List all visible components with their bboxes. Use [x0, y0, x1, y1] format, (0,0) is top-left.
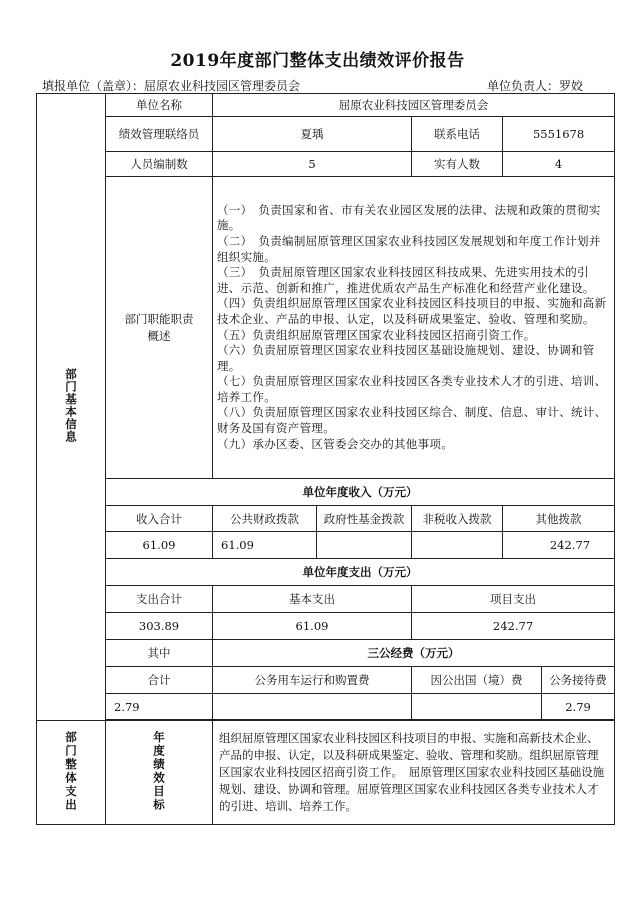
unit-name-value: 屈原农业科技园区管理委员会	[213, 94, 615, 117]
expense-heading: 单位年度支出（万元）	[106, 559, 615, 586]
goal-section: 部门整体支出	[37, 721, 106, 825]
expense-value: 242.77	[412, 613, 615, 640]
income-header: 公共财政拨款	[213, 506, 317, 532]
sangong-value: 2.79	[542, 694, 615, 720]
sangong-value	[412, 694, 542, 720]
sangong-heading: 三公经费（万元）	[213, 640, 615, 667]
duty-item: （二） 负责编制屈原管理区国家农业科技园区发展规划和年度工作计划并组织实施。	[217, 233, 601, 264]
income-header: 其他拨款	[503, 506, 615, 532]
among-label: 其中	[106, 640, 213, 667]
income-header: 收入合计	[106, 506, 213, 532]
income-value: 61.09	[213, 532, 317, 559]
actual-label: 实有人数	[412, 152, 503, 177]
income-header: 政府性基金拨款	[317, 506, 412, 532]
unit-name-label: 单位名称	[106, 94, 213, 117]
goal-label: 年度绩效目标	[106, 721, 213, 825]
expense-header: 基本支出	[213, 586, 412, 613]
report-title: 2019年度部门整体支出绩效评价报告	[170, 51, 465, 71]
contact-label: 绩效管理联络员	[106, 117, 213, 152]
goal-text: 组织屈原管理区国家农业科技园区科技项目的申报、实施和高新技术企业、产品的申报、认定，以及科研成果鉴定、验收、管理和奖励。组织屈原管理区国家农业科技园区招商引资工作。 屈原管理区国家农业科技园区基础设施规划、建设、协调和管理。屈原管理区国家农业科技园区各类专业技术人才的引进、培训、培养工作。	[213, 721, 615, 825]
duty-label: 部门职能职责概述	[106, 177, 213, 479]
staff-label: 人员编制数	[106, 152, 213, 177]
basic-info-section: 部门基本信息	[37, 94, 106, 721]
expense-header: 支出合计	[106, 586, 213, 613]
phone-label: 联系电话	[412, 117, 503, 152]
income-value	[317, 532, 412, 559]
duty-item: （七）负责屈原管理区国家农业科技园区各类专业技术人才的引进、培训、培养工作。	[217, 374, 607, 404]
contact-value: 夏瑀	[213, 117, 412, 152]
sangong-header: 合计	[106, 667, 213, 694]
income-header: 非税收入拨款	[412, 506, 503, 532]
duty-item: （四）负责组织屈原管理区国家农业科技园区科技项目的申报、实施和高新技术企业、产品的申报、认定，以及科研成果鉴定、验收、管理和奖励。	[217, 296, 607, 326]
duty-item: （三） 负责屈原管理区国家农业科技园区科技成果、先进实用技术的引进、示范、创新和推广，推进优质农产品生产标准化和经营产业化建设。	[217, 265, 595, 295]
sangong-header: 因公出国（境）费	[412, 667, 542, 694]
phone-value: 5551678	[503, 117, 615, 152]
actual-value: 4	[503, 152, 615, 177]
duty-item: （六）负责屈原管理区国家农业科技园区基础设施规划、建设、协调和管理。	[217, 343, 595, 373]
sangong-header: 公务用车运行和购置费	[213, 667, 412, 694]
income-heading: 单位年度收入（万元）	[106, 479, 615, 506]
expense-header: 项目支出	[412, 586, 615, 613]
duty-item: （一） 负责国家和省、市有关农业园区发展的法律、法规和政策的贯彻实施。	[217, 202, 601, 233]
sangong-value	[213, 694, 412, 720]
income-value: 242.77	[503, 532, 615, 559]
filing-unit: 填报单位（盖章）：屈原农业科技园区管理委员会	[42, 79, 301, 93]
unit-leader: 单位负责人：罗姣	[487, 79, 584, 93]
evaluation-table	[36, 93, 615, 825]
expense-value: 303.89	[106, 613, 213, 640]
income-value	[412, 532, 503, 559]
expense-value: 61.09	[213, 613, 412, 640]
sangong-value: 2.79	[106, 694, 213, 720]
duty-item: （八）负责屈原管理区国家农业科技园区综合、制度、信息、审计、统计、财务及国有资产管理。	[217, 405, 607, 436]
income-value: 61.09	[106, 532, 213, 559]
staff-value: 5	[213, 152, 412, 177]
duty-list	[213, 177, 615, 479]
duty-item: （九）承办区委、区管委会交办的其他事项。	[217, 436, 453, 451]
sangong-header: 公务接待费	[542, 667, 615, 694]
duty-item: （五）负责组织屈原管理区国家农业科技园区招商引资工作。	[217, 327, 536, 342]
